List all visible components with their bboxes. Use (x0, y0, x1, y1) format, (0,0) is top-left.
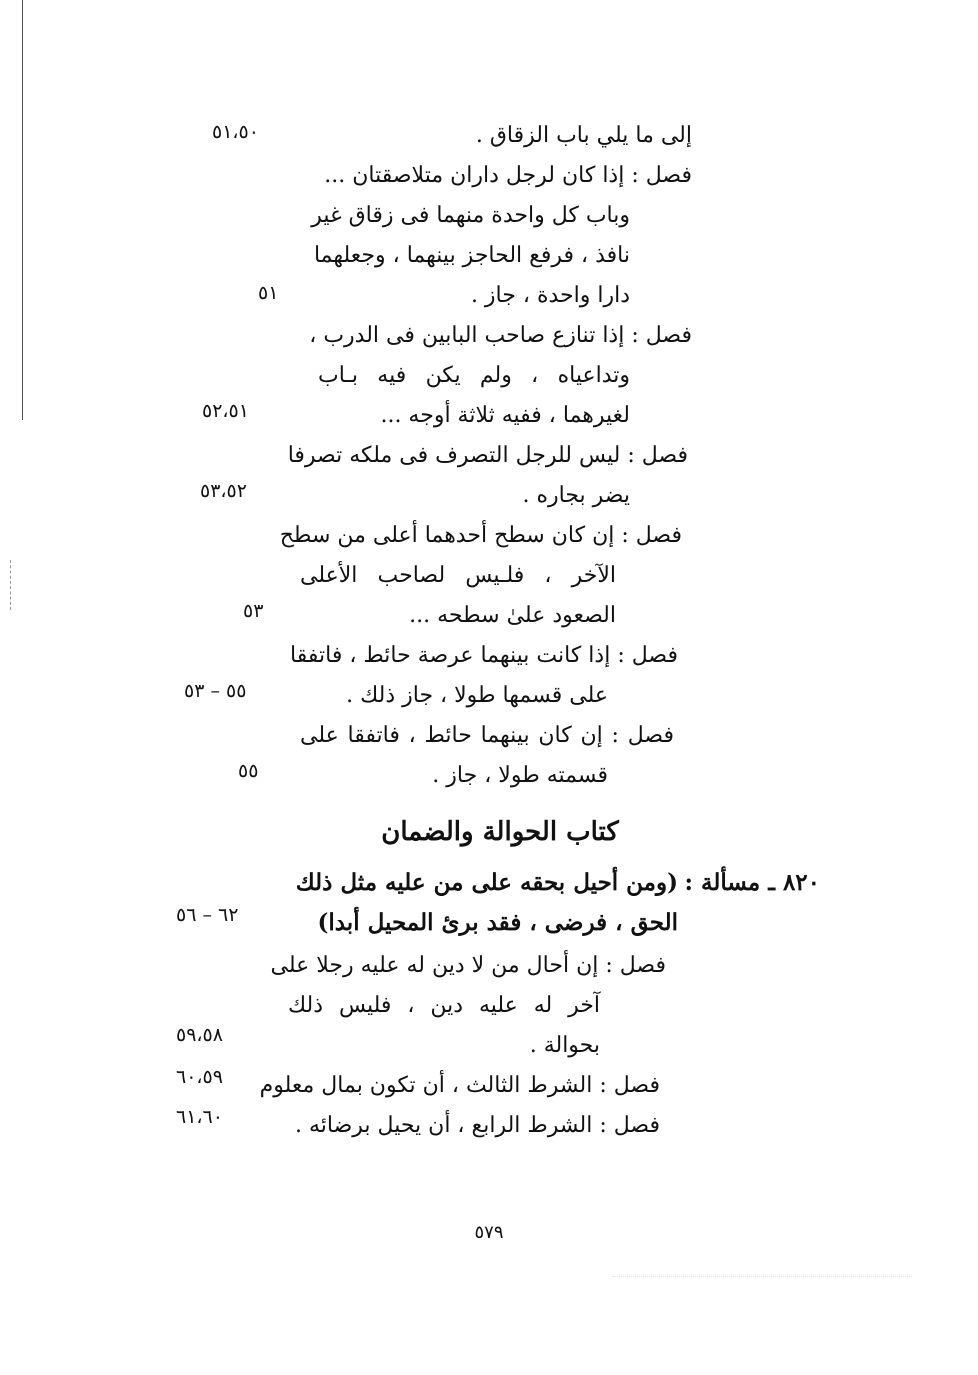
page-reference: ٥٣،٥٢ (200, 480, 247, 502)
text-line: فصل : إن أحال من لا دين له عليه رجلا على (270, 953, 666, 978)
margin-rule (22, 0, 23, 420)
text-line: على قسمها طولا ، جاز ذلك . (346, 683, 608, 708)
text-line: الآخر ، فلـيس لصاحب الأعلى (300, 563, 616, 588)
text-line: فصل : إن كان سطح أحدهما أعلى من سطح (279, 523, 682, 548)
text-line: فصل : إذا كانت بينهما عرصة حائط ، فاتفقا (290, 643, 678, 668)
margin-dash (10, 560, 12, 610)
masala-text: الحق ، فرضى ، فقد برئ المحيل أبدا) (317, 909, 678, 936)
page-reference: ٥٥ (238, 760, 259, 782)
page-number: ٥٧٩ (474, 1222, 504, 1243)
text-line: إلى ما يلي باب الزقاق . (475, 123, 692, 148)
text-line: لغيرهما ، ففيه ثلاثة أوجه ... (380, 403, 630, 428)
page-reference: ٦٢ – ٥٦ (176, 904, 239, 926)
text-line: دارا واحدة ، جاز . (470, 283, 630, 308)
text-line: فصل : الشرط الثالث ، أن تكون بمال معلوم (259, 1073, 660, 1098)
masala-text: (ومن أحيل بحقه على من عليه مثل ذلك (295, 869, 678, 896)
scan-speckle (612, 1276, 912, 1277)
section-heading: كتاب الحوالة والضمان (381, 817, 619, 847)
text-line: فصل : إن كان بينهما حائط ، فاتفقا على (300, 723, 674, 748)
page-reference: ٦١،٦٠ (176, 1106, 223, 1128)
text-line: بحوالة . (529, 1033, 600, 1058)
text-line: الصعود علىٰ سطحه ... (409, 603, 616, 628)
text-line: آخر له عليه دين ، فليس ذلك (288, 993, 600, 1018)
text-line: فصل : إذا كان لرجل داران متلاصقتان ... (324, 163, 692, 188)
text-line: فصل : ليس للرجل التصرف فى ملكه تصرفا (287, 443, 688, 468)
page-reference: ٥٢،٥١ (202, 400, 249, 422)
page-reference: ٥٥ – ٥٣ (184, 680, 247, 702)
text-line: يضر بجاره . (522, 483, 630, 508)
page-reference: ٦٠،٥٩ (176, 1066, 223, 1088)
text-line: وتداعياه ، ولم يكن فيه بـاب (318, 363, 630, 388)
text-line: فصل : الشرط الرابع ، أن يحيل برضائه . (295, 1113, 660, 1138)
page-reference: ٥١،٥٠ (212, 121, 259, 143)
text-line: وباب كل واحدة منهما فى زقاق غير (311, 203, 630, 228)
page-reference: ٥١ (258, 282, 279, 304)
page-reference: ٥٩،٥٨ (176, 1024, 223, 1046)
text-line: فصل : إذا تنازع صاحب البابين فى الدرب ، (309, 323, 692, 348)
page-reference: ٥٣ (243, 600, 264, 622)
masala-number: ٨٢٠ ـ مسألة : (684, 869, 820, 896)
text-line: قسمته طولا ، جاز . (432, 763, 608, 788)
text-line: نافذ ، فرفع الحاجز بينهما ، وجعلهما (313, 243, 630, 268)
